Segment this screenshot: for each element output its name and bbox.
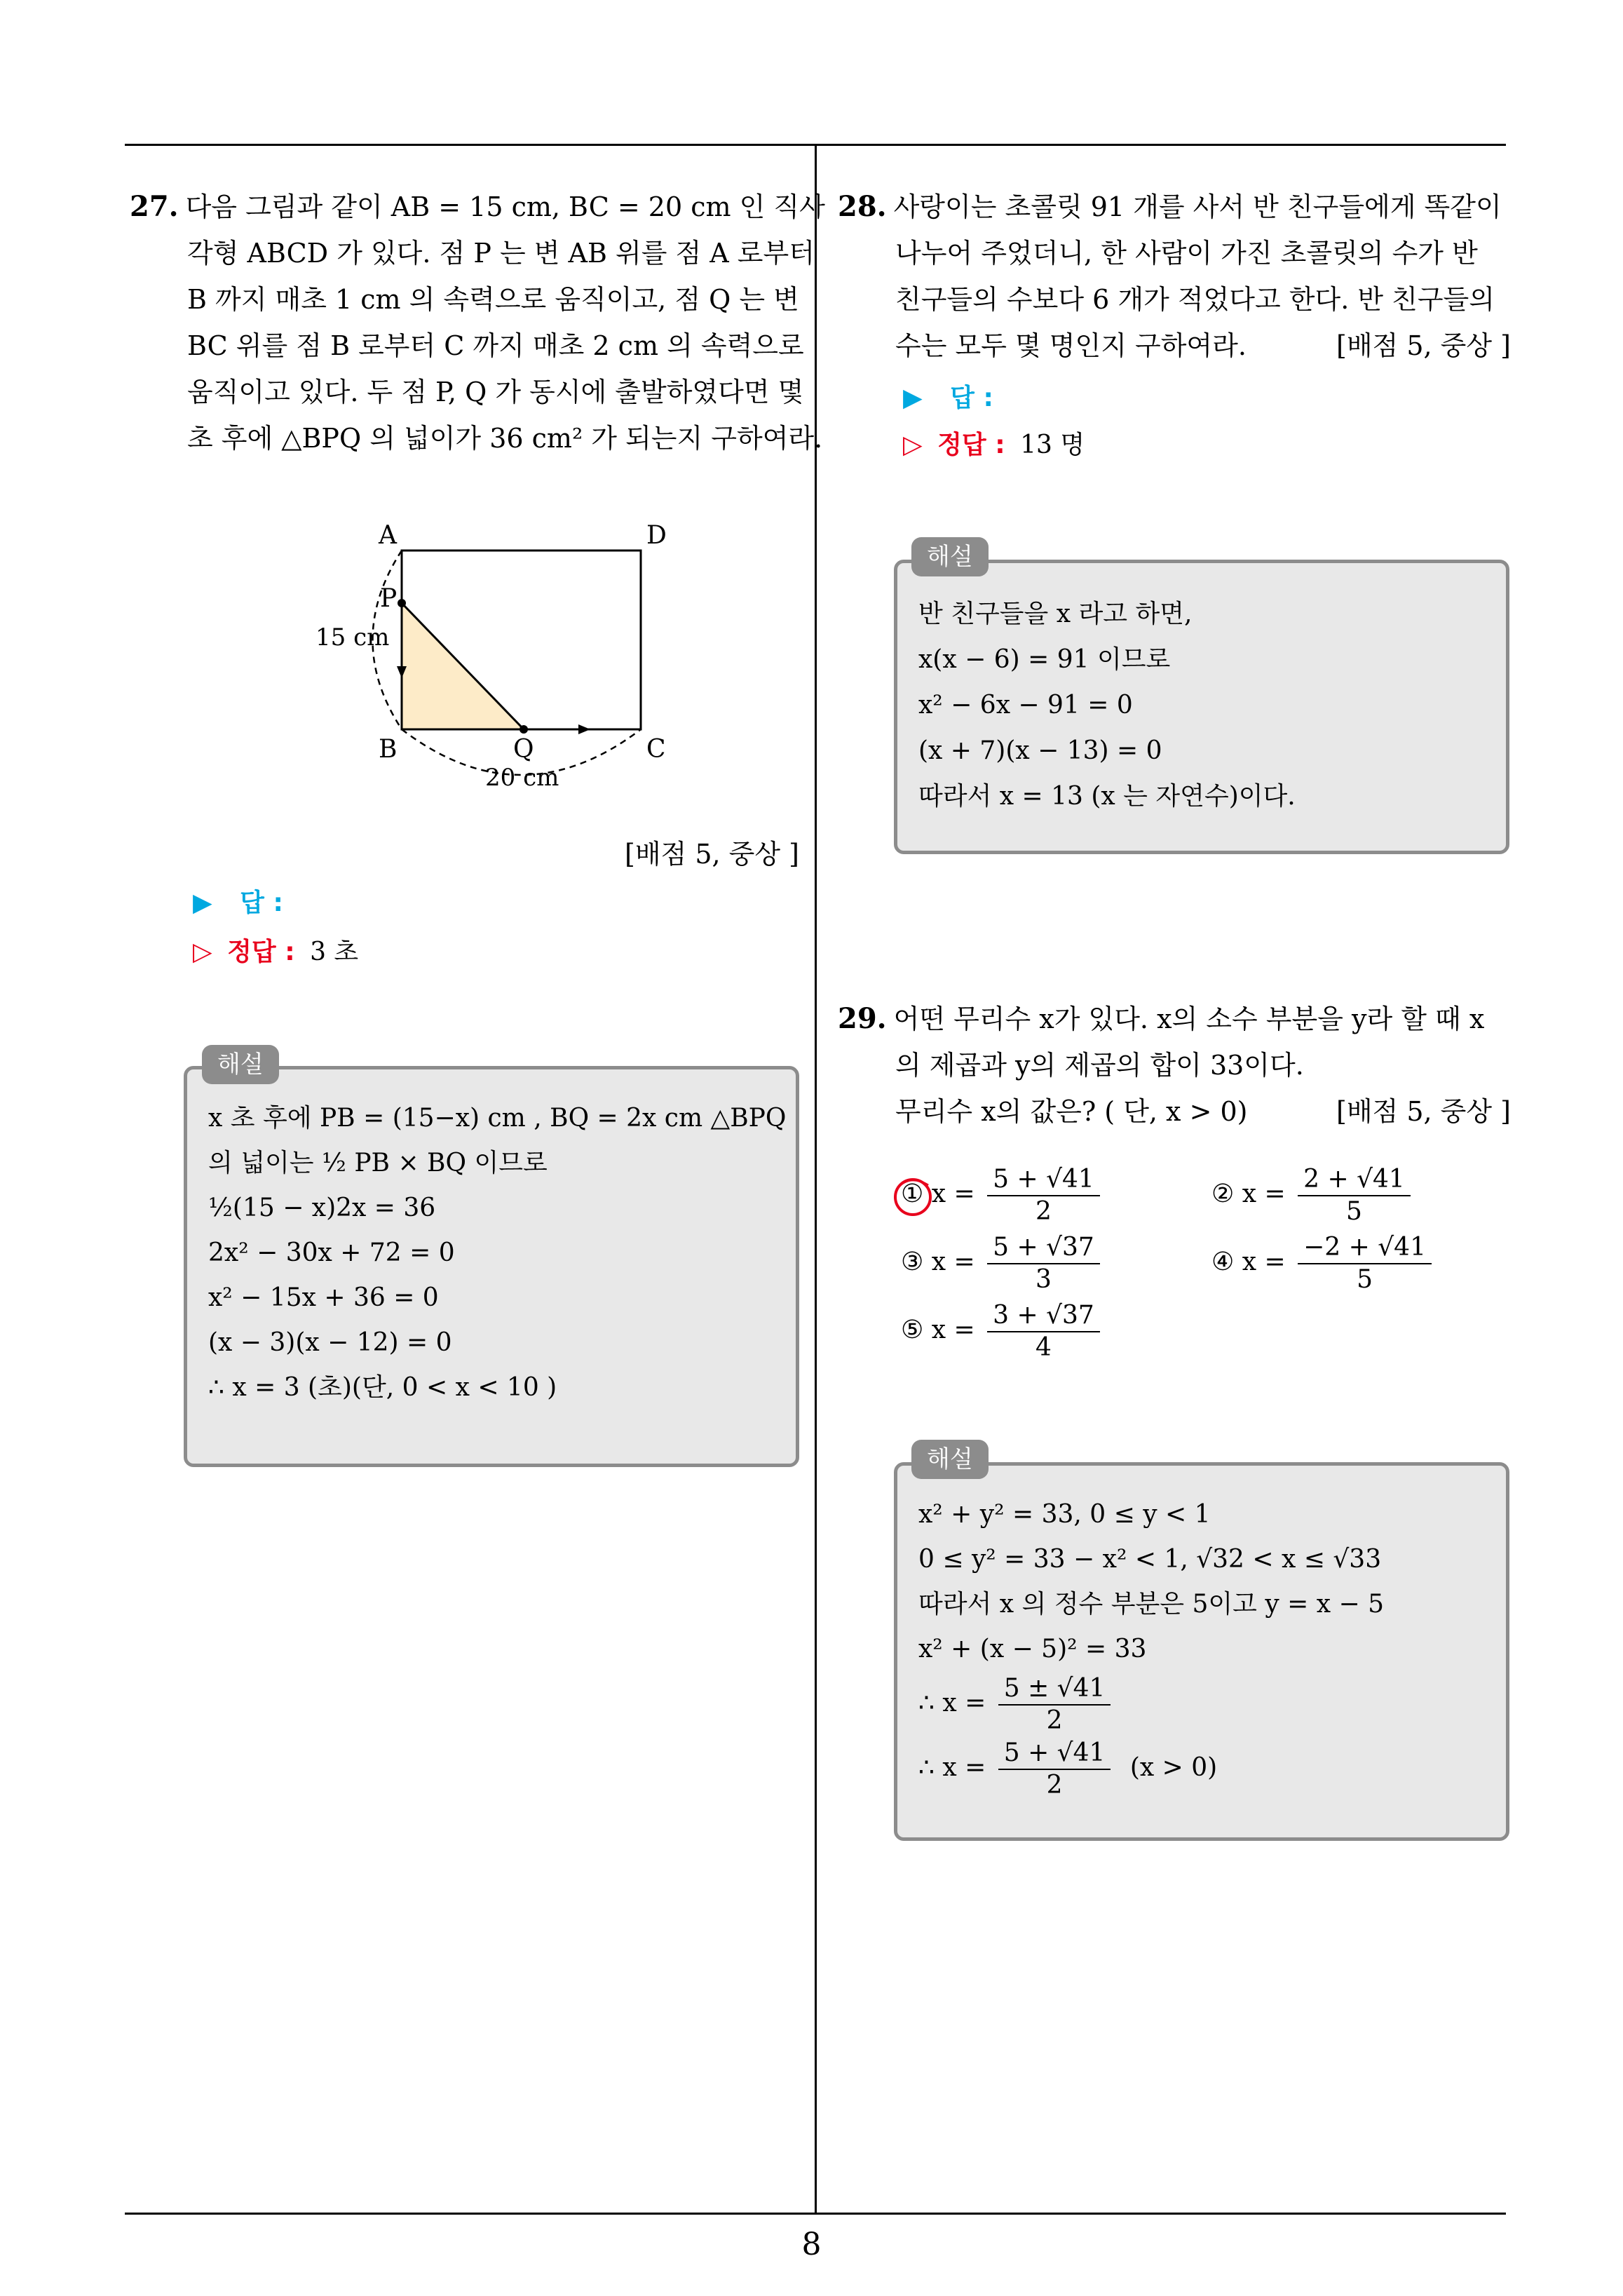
q29-solution-frac-line-1: ∴ x = $\frac{5 \pm √41}{2}$ (918, 1673, 1492, 1736)
q28-solution-line-4: (x + 7)(x − 13) = 0 (918, 736, 1162, 765)
q27-solution-line-3: ½(15 − x)2x = 36 (208, 1194, 436, 1222)
q27-solution-box (184, 1066, 799, 1467)
label-c: C (646, 735, 666, 764)
answer-play-icon: ▶ (903, 384, 923, 412)
q28-line-3: 친구들의 수보다 6 개가 적었다고 한다. 반 친구들의 (895, 284, 1495, 315)
label-b: B (379, 735, 398, 764)
correct-triangle-icon: ▷ (903, 431, 923, 459)
option-mark: ③ (901, 1248, 924, 1276)
q28-solution-box (894, 560, 1509, 854)
option-fraction: $\frac{5 + √37}{3}$ (987, 1232, 1100, 1295)
q28-number: 28. (838, 190, 887, 223)
q29-option-1[interactable]: ① x = $\frac{5 + √41}{2}$ (901, 1164, 1104, 1227)
triangle-bpq (402, 603, 524, 729)
q29-option-4[interactable]: ④ x = $\frac{-2 + √41}{5}$ (1211, 1232, 1436, 1295)
q29-option-5[interactable]: ⑤ x = $\frac{3 + √37}{4}$ (901, 1300, 1104, 1363)
q28-correct-label: 정답 : (937, 431, 1005, 459)
q28-solution-line-2: x(x − 6) = 91 이므로 (918, 645, 1171, 674)
option-fraction: $\frac{3 + √37}{4}$ (987, 1300, 1100, 1363)
label-p: P (380, 584, 398, 613)
q27-number: 27. (130, 190, 179, 223)
q29-line-3: 무리수 x의 값은? ( 단, x > 0) [배점 5, 중상 ] (838, 1088, 1511, 1135)
q27-solution-line-2: 의 넓이는 ½ PB × BQ 이므로 (208, 1149, 548, 1177)
q27-correct-value: 3 초 (310, 938, 359, 966)
q29-number: 29. (838, 1002, 887, 1035)
q28-line-1: 28. 사랑이는 초콜릿 91 개를 사서 반 친구들에게 똑같이 (838, 190, 1502, 223)
q28-solution-tab: 해설 (911, 537, 989, 576)
q27-line-4: BC 위를 점 B 로부터 C 까지 매초 2 cm 의 속력으로 (187, 330, 804, 361)
option-fraction: $\frac{2 + √41}{5}$ (1298, 1164, 1411, 1227)
q27-answer-label: 답 : (240, 889, 283, 917)
q29-solution-frac-line-2: ∴ x = $\frac{5 + √41}{2}$ (x > 0) (918, 1738, 1218, 1799)
q27-solution-line-6: (x − 3)(x − 12) = 0 (208, 1328, 452, 1357)
q27-line-2: 각형 ABCD 가 있다. 점 P 는 변 AB 위를 점 A 로부터 (187, 238, 815, 269)
label-d: D (646, 521, 667, 550)
q27-line-6: 초 후에 △BPQ 의 넓이가 36 cm² 가 되는지 구하여라. (187, 423, 823, 454)
q28-solution-line-1: 반 친구들을 x 라고 하면, (918, 600, 1193, 628)
option-mark: ② (1211, 1180, 1235, 1208)
q29-option-3[interactable]: ③ x = $\frac{5 + √37}{3}$ (901, 1232, 1104, 1295)
q27-answer-row (193, 880, 283, 926)
q29-solution-tab: 해설 (911, 1440, 989, 1479)
q28-solution-lines (918, 591, 1492, 819)
q27-solution-lines (208, 1096, 787, 1410)
q28-correct-value: 13 명 (1020, 431, 1085, 459)
question-28 (838, 184, 1511, 369)
option-fraction: $\frac{5 + √41}{2}$ (987, 1164, 1100, 1227)
q28-solution-line-5: 따라서 x = 13 (x 는 자연수)이다. (918, 782, 1296, 811)
question-27 (130, 184, 825, 461)
q27-correct-row (193, 929, 358, 975)
label-15cm: 15 cm (315, 623, 390, 651)
q27-line-1: 27. 다음 그림과 같이 AB = 15 cm, BC = 20 cm 인 직사 (130, 190, 825, 223)
q28-solution-line-3: x² − 6x − 91 = 0 (918, 691, 1133, 720)
q29-solution-line-2: 0 ≤ y² = 33 − x² < 1, √32 < x ≤ √33 (918, 1545, 1382, 1574)
q29-option-2[interactable]: ② x = $\frac{2 + √41}{5}$ (1211, 1164, 1415, 1227)
q27-solution-line-4: 2x² − 30x + 72 = 0 (208, 1238, 455, 1267)
q28-line-2: 나누어 주었더니, 한 사람이 가진 초콜릿의 수가 반 (895, 238, 1478, 269)
answer-play-icon: ▶ (193, 889, 212, 917)
q29-score: [배점 5, 중상 ] (1336, 1096, 1511, 1127)
q28-answer-label: 답 : (950, 384, 993, 412)
option-mark: ⑤ (901, 1316, 924, 1344)
q27-score: [배점 5, 중상 ] (625, 839, 799, 870)
page-number: 8 (801, 2227, 822, 2262)
q27-correct-label: 정답 : (227, 938, 295, 966)
solution-fraction: $\frac{5 + √41}{2}$ (998, 1738, 1111, 1801)
q27-solution-line-7: ∴ x = 3 (초)(단, 0 < x < 10 ) (208, 1373, 557, 1402)
q27-line-5: 움직이고 있다. 두 점 P, Q 가 동시에 출발하였다면 몇 (187, 377, 804, 407)
q27-solution-line-1: x 초 후에 PB = (15−x) cm , BQ = 2x cm △BPQ (208, 1104, 787, 1133)
q27-solution-tab: 해설 (202, 1045, 279, 1084)
q29-line-1: 29. 어떤 무리수 x가 있다. x의 소수 부분을 y라 할 때 x (838, 1002, 1485, 1035)
correct-triangle-icon: ▷ (193, 938, 212, 966)
q29-solution-box (894, 1462, 1509, 1841)
q29-solution-line-3: 따라서 x 의 정수 부분은 5이고 y = x − 5 (918, 1590, 1385, 1619)
q29-solution-lines (918, 1492, 1492, 1801)
q29-solution-line-4: x² + (x − 5)² = 33 (918, 1635, 1147, 1663)
q28-answer-row (903, 375, 993, 421)
solution-fraction: $\frac{5 \pm √41}{2}$ (998, 1673, 1111, 1736)
question-29 (838, 996, 1511, 1135)
q27-line-3: B 까지 매초 1 cm 의 속력으로 움직이고, 점 Q 는 변 (187, 284, 799, 315)
q27-rectangle-figure (301, 515, 694, 810)
q29-line-2: 의 제곱과 y의 제곱의 합이 33이다. (895, 1050, 1304, 1081)
label-a: A (379, 521, 397, 550)
label-q: Q (513, 735, 534, 764)
q28-score: [배점 5, 중상 ] (1336, 330, 1511, 361)
option-mark: ④ (1211, 1248, 1235, 1276)
label-20cm: 20 cm (485, 764, 559, 792)
option-mark: ① (901, 1180, 924, 1208)
q29-solution-line-1: x² + y² = 33, 0 ≤ y < 1 (918, 1500, 1211, 1529)
q28-line-4: 수는 모두 몇 명인지 구하여라. [배점 5, 중상 ] (838, 323, 1511, 369)
point-q (520, 725, 528, 734)
point-p (398, 599, 406, 607)
bottom-rule (125, 2213, 1506, 2215)
q27-solution-line-5: x² − 15x + 36 = 0 (208, 1283, 439, 1312)
q28-correct-row (903, 422, 1085, 468)
option-fraction: $\frac{-2 + √41}{5}$ (1298, 1232, 1432, 1295)
arrowhead-q (578, 724, 590, 734)
